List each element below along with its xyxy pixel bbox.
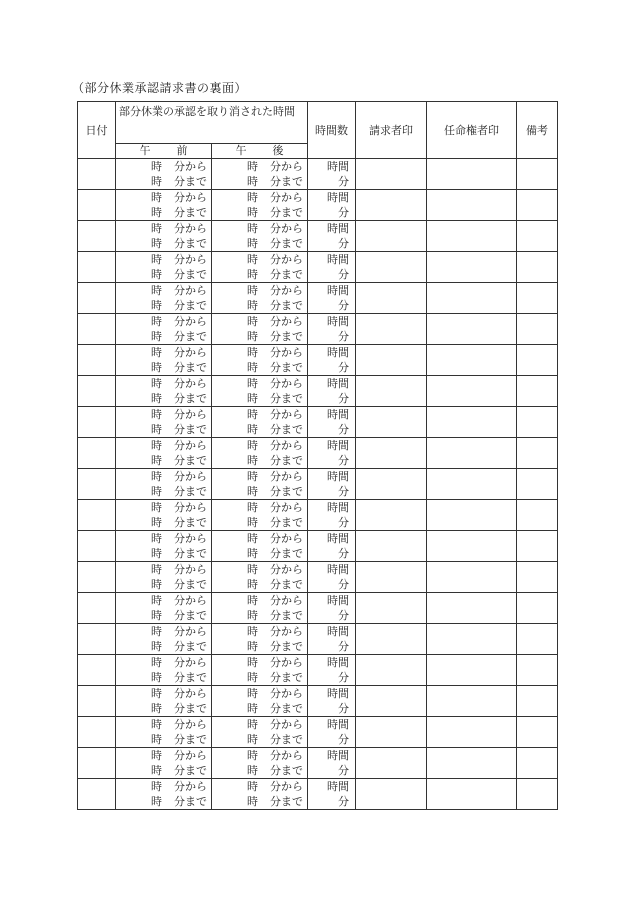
am-time-cell[interactable]: 時 分から 時 分まで xyxy=(116,190,212,221)
hours-count-cell[interactable]: 時間 分 xyxy=(308,717,356,748)
table-row xyxy=(78,407,558,438)
am-time-cell[interactable]: 時 分から 時 分まで xyxy=(116,283,212,314)
table-row xyxy=(78,283,558,314)
date-cell[interactable] xyxy=(78,345,116,376)
table-row xyxy=(78,469,558,500)
date-cell[interactable] xyxy=(78,562,116,593)
hours-count-cell[interactable]: 時間 分 xyxy=(308,531,356,562)
remarks-cell[interactable] xyxy=(517,469,558,500)
hours-count-cell[interactable]: 時間 分 xyxy=(308,469,356,500)
hours-count-cell[interactable]: 時間 分 xyxy=(308,345,356,376)
pm-time-cell[interactable]: 時 分から 時 分まで xyxy=(212,748,308,779)
appointer-seal-cell[interactable] xyxy=(427,252,517,283)
requester-seal-cell[interactable] xyxy=(356,779,427,810)
requester-seal-cell[interactable] xyxy=(356,407,427,438)
am-time-cell[interactable]: 時 分から 時 分まで xyxy=(116,500,212,531)
form-caption: （部分休業承認請求書の裏面） xyxy=(72,81,248,95)
requester-seal-cell[interactable] xyxy=(356,748,427,779)
requester-seal-cell[interactable] xyxy=(356,593,427,624)
remarks-cell[interactable] xyxy=(517,345,558,376)
table-row xyxy=(78,314,558,345)
remarks-cell[interactable] xyxy=(517,748,558,779)
remarks-header: 備考 xyxy=(517,102,558,159)
appointer-seal-cell[interactable] xyxy=(427,190,517,221)
hours-count-cell[interactable]: 時間 分 xyxy=(308,624,356,655)
remarks-cell[interactable] xyxy=(517,376,558,407)
appointer-seal-cell[interactable] xyxy=(427,779,517,810)
appointer-seal-cell[interactable] xyxy=(427,562,517,593)
pm-time-cell[interactable]: 時 分から 時 分まで xyxy=(212,655,308,686)
requester-seal-cell[interactable] xyxy=(356,314,427,345)
hours-count-cell[interactable]: 時間 分 xyxy=(308,283,356,314)
table-row xyxy=(78,748,558,779)
pm-time-cell[interactable]: 時 分から 時 分まで xyxy=(212,314,308,345)
appointer-seal-cell[interactable] xyxy=(427,469,517,500)
hours-count-cell[interactable]: 時間 分 xyxy=(308,314,356,345)
remarks-cell[interactable] xyxy=(517,655,558,686)
requester-seal-cell[interactable] xyxy=(356,655,427,686)
table-row xyxy=(78,500,558,531)
remarks-cell[interactable] xyxy=(517,190,558,221)
hours-count-cell[interactable]: 時間 分 xyxy=(308,748,356,779)
am-time-cell[interactable]: 時 分から 時 分まで xyxy=(116,531,212,562)
remarks-cell[interactable] xyxy=(517,159,558,190)
requester-seal-cell[interactable] xyxy=(356,221,427,252)
pm-time-cell[interactable]: 時 分から 時 分まで xyxy=(212,438,308,469)
remarks-cell[interactable] xyxy=(517,717,558,748)
appointer-seal-cell[interactable] xyxy=(427,531,517,562)
date-cell[interactable] xyxy=(78,500,116,531)
date-cell[interactable] xyxy=(78,221,116,252)
pm-time-cell[interactable]: 時 分から 時 分まで xyxy=(212,252,308,283)
hours-count-cell[interactable]: 時間 分 xyxy=(308,221,356,252)
pm-time-cell[interactable]: 時 分から 時 分まで xyxy=(212,531,308,562)
table-row xyxy=(78,438,558,469)
hours-count-cell[interactable]: 時間 分 xyxy=(308,562,356,593)
requester-seal-cell[interactable] xyxy=(356,159,427,190)
hours-count-cell[interactable]: 時間 分 xyxy=(308,500,356,531)
pm-time-cell[interactable]: 時 分から 時 分まで xyxy=(212,593,308,624)
remarks-cell[interactable] xyxy=(517,779,558,810)
table-row xyxy=(78,717,558,748)
pm-header: 午 後 xyxy=(212,144,308,159)
requester-seal-cell[interactable] xyxy=(356,252,427,283)
date-cell[interactable] xyxy=(78,159,116,190)
am-time-cell[interactable]: 時 分から 時 分まで xyxy=(116,469,212,500)
remarks-cell[interactable] xyxy=(517,407,558,438)
date-cell[interactable] xyxy=(78,655,116,686)
table-row xyxy=(78,779,558,810)
table-row xyxy=(78,531,558,562)
requester-seal-cell[interactable] xyxy=(356,283,427,314)
am-time-cell[interactable]: 時 分から 時 分まで xyxy=(116,593,212,624)
hours-count-cell[interactable]: 時間 分 xyxy=(308,686,356,717)
am-time-cell[interactable]: 時 分から 時 分まで xyxy=(116,407,212,438)
partial-leave-record-table xyxy=(77,101,558,810)
appointer-seal-cell[interactable] xyxy=(427,438,517,469)
table-row xyxy=(78,593,558,624)
date-cell[interactable] xyxy=(78,376,116,407)
remarks-cell[interactable] xyxy=(517,593,558,624)
am-time-cell[interactable]: 時 分から 時 分まで xyxy=(116,562,212,593)
am-header: 午 前 xyxy=(116,144,212,159)
date-cell[interactable] xyxy=(78,190,116,221)
table-row xyxy=(78,190,558,221)
hours-count-cell[interactable]: 時間 分 xyxy=(308,159,356,190)
date-cell[interactable] xyxy=(78,748,116,779)
appointer-seal-cell[interactable] xyxy=(427,686,517,717)
appointer-seal-cell[interactable] xyxy=(427,407,517,438)
date-header: 日付 xyxy=(78,102,116,159)
pm-time-cell[interactable]: 時 分から 時 分まで xyxy=(212,283,308,314)
remarks-cell[interactable] xyxy=(517,531,558,562)
am-time-cell[interactable]: 時 分から 時 分まで xyxy=(116,686,212,717)
table-row xyxy=(78,376,558,407)
remarks-cell[interactable] xyxy=(517,562,558,593)
pm-time-cell[interactable]: 時 分から 時 分まで xyxy=(212,624,308,655)
remarks-cell[interactable] xyxy=(517,221,558,252)
appointer-seal-header: 任命権者印 xyxy=(427,102,517,159)
am-time-cell[interactable]: 時 分から 時 分まで xyxy=(116,221,212,252)
remarks-cell[interactable] xyxy=(517,252,558,283)
requester-seal-header: 請求者印 xyxy=(356,102,427,159)
am-time-cell[interactable]: 時 分から 時 分まで xyxy=(116,624,212,655)
requester-seal-cell[interactable] xyxy=(356,686,427,717)
remarks-cell[interactable] xyxy=(517,624,558,655)
appointer-seal-cell[interactable] xyxy=(427,624,517,655)
pm-time-cell[interactable]: 時 分から 時 分まで xyxy=(212,376,308,407)
date-cell[interactable] xyxy=(78,593,116,624)
am-time-cell[interactable]: 時 分から 時 分まで xyxy=(116,345,212,376)
table-row xyxy=(78,221,558,252)
hours-count-cell[interactable]: 時間 分 xyxy=(308,655,356,686)
remarks-cell[interactable] xyxy=(517,686,558,717)
hours-count-cell[interactable]: 時間 分 xyxy=(308,376,356,407)
pm-time-cell[interactable]: 時 分から 時 分まで xyxy=(212,221,308,252)
hours-count-cell[interactable]: 時間 分 xyxy=(308,779,356,810)
requester-seal-cell[interactable] xyxy=(356,500,427,531)
date-cell[interactable] xyxy=(78,686,116,717)
hours-count-cell[interactable]: 時間 分 xyxy=(308,438,356,469)
date-cell[interactable] xyxy=(78,531,116,562)
date-cell[interactable] xyxy=(78,407,116,438)
appointer-seal-cell[interactable] xyxy=(427,314,517,345)
pm-time-cell[interactable]: 時 分から 時 分まで xyxy=(212,779,308,810)
requester-seal-cell[interactable] xyxy=(356,438,427,469)
hours-count-cell[interactable]: 時間 分 xyxy=(308,190,356,221)
requester-seal-cell[interactable] xyxy=(356,190,427,221)
table-row xyxy=(78,562,558,593)
am-time-cell[interactable]: 時 分から 時 分まで xyxy=(116,252,212,283)
appointer-seal-cell[interactable] xyxy=(427,593,517,624)
requester-seal-cell[interactable] xyxy=(356,562,427,593)
am-time-cell[interactable]: 時 分から 時 分まで xyxy=(116,779,212,810)
remarks-cell[interactable] xyxy=(517,438,558,469)
table-row xyxy=(78,655,558,686)
pm-time-cell[interactable]: 時 分から 時 分まで xyxy=(212,345,308,376)
date-cell[interactable] xyxy=(78,624,116,655)
pm-time-cell[interactable]: 時 分から 時 分まで xyxy=(212,469,308,500)
pm-time-cell[interactable]: 時 分から 時 分まで xyxy=(212,717,308,748)
am-time-cell[interactable]: 時 分から 時 分まで xyxy=(116,717,212,748)
pm-time-cell[interactable]: 時 分から 時 分まで xyxy=(212,159,308,190)
hours-count-cell[interactable]: 時間 分 xyxy=(308,593,356,624)
hours-count-header: 時間数 xyxy=(308,102,356,159)
pm-time-cell[interactable]: 時 分から 時 分まで xyxy=(212,562,308,593)
am-time-cell[interactable]: 時 分から 時 分まで xyxy=(116,438,212,469)
table-row xyxy=(78,345,558,376)
appointer-seal-cell[interactable] xyxy=(427,283,517,314)
pm-time-cell[interactable]: 時 分から 時 分まで xyxy=(212,500,308,531)
date-cell[interactable] xyxy=(78,314,116,345)
table-row xyxy=(78,624,558,655)
pm-time-cell[interactable]: 時 分から 時 分まで xyxy=(212,686,308,717)
date-cell[interactable] xyxy=(78,717,116,748)
am-time-cell[interactable]: 時 分から 時 分まで xyxy=(116,655,212,686)
am-time-cell[interactable]: 時 分から 時 分まで xyxy=(116,159,212,190)
date-cell[interactable] xyxy=(78,283,116,314)
date-cell[interactable] xyxy=(78,252,116,283)
date-cell[interactable] xyxy=(78,438,116,469)
appointer-seal-cell[interactable] xyxy=(427,655,517,686)
am-time-cell[interactable]: 時 分から 時 分まで xyxy=(116,748,212,779)
appointer-seal-cell[interactable] xyxy=(427,748,517,779)
requester-seal-cell[interactable] xyxy=(356,624,427,655)
remarks-cell[interactable] xyxy=(517,500,558,531)
requester-seal-cell[interactable] xyxy=(356,531,427,562)
am-time-cell[interactable]: 時 分から 時 分まで xyxy=(116,314,212,345)
table-row xyxy=(78,252,558,283)
am-time-cell[interactable]: 時 分から 時 分まで xyxy=(116,376,212,407)
requester-seal-cell[interactable] xyxy=(356,717,427,748)
appointer-seal-cell[interactable] xyxy=(427,221,517,252)
date-cell[interactable] xyxy=(78,779,116,810)
table-row xyxy=(78,686,558,717)
pm-time-cell[interactable]: 時 分から 時 分まで xyxy=(212,190,308,221)
pm-time-cell[interactable]: 時 分から 時 分まで xyxy=(212,407,308,438)
appointer-seal-cell[interactable] xyxy=(427,159,517,190)
appointer-seal-cell[interactable] xyxy=(427,345,517,376)
remarks-cell[interactable] xyxy=(517,283,558,314)
cancelled-time-header: 部分休業の承認を取り消された時間 xyxy=(116,102,308,144)
table-row xyxy=(78,159,558,190)
appointer-seal-cell[interactable] xyxy=(427,500,517,531)
appointer-seal-cell[interactable] xyxy=(427,717,517,748)
remarks-cell[interactable] xyxy=(517,314,558,345)
requester-seal-cell[interactable] xyxy=(356,345,427,376)
hours-count-cell[interactable]: 時間 分 xyxy=(308,407,356,438)
hours-count-cell[interactable]: 時間 分 xyxy=(308,252,356,283)
date-cell[interactable] xyxy=(78,469,116,500)
requester-seal-cell[interactable] xyxy=(356,376,427,407)
requester-seal-cell[interactable] xyxy=(356,469,427,500)
appointer-seal-cell[interactable] xyxy=(427,376,517,407)
